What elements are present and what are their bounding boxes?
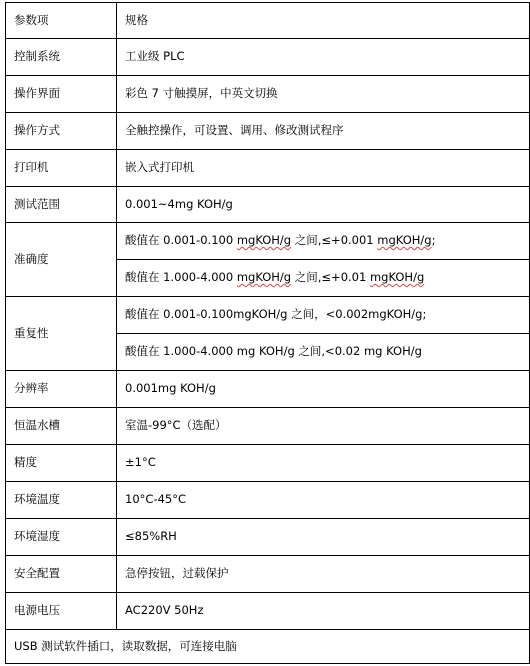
spec-accuracy-low (117, 223, 530, 260)
spec-accuracy-high (117, 260, 530, 297)
spec-range: 0.001~4mg KOH/g (117, 187, 530, 223)
param-precision: 精度 (6, 445, 117, 482)
accuracy-high-unit2: mgKOH/g (369, 270, 425, 285)
table-row (6, 482, 530, 519)
table-row (6, 223, 530, 260)
param-control-system: 控制系统 (6, 39, 117, 76)
table-row (6, 187, 530, 223)
spec-bath: 室温-99°C（选配） (117, 408, 530, 445)
param-ambient-temp: 环境温度 (6, 482, 117, 519)
spec-precision: ±1°C (117, 445, 530, 482)
header-spec: 规格 (117, 3, 530, 39)
table-row (6, 445, 530, 482)
param-repeatability: 重复性 (6, 297, 117, 371)
accuracy-low-pre: 酸值在 0.001-0.100 (125, 233, 237, 248)
spec-repeatability-low: 酸值在 0.001-0.100mgKOH/g 之间，<0.002mgKOH/g; (117, 297, 530, 334)
accuracy-low-post: ; (431, 233, 436, 248)
table-row (6, 39, 530, 76)
accuracy-low-unit: mgKOH/g (236, 233, 292, 248)
spec-interface: 彩色 7 寸触摸屏，中英文切换 (117, 76, 530, 113)
param-safety: 安全配置 (6, 556, 117, 593)
param-interface: 操作界面 (6, 76, 117, 113)
table-row (6, 630, 530, 664)
spec-safety: 急停按钮，过载保护 (117, 556, 530, 593)
accuracy-low-mid: 之间,≤+0.001 (291, 233, 378, 248)
param-resolution: 分辨率 (6, 371, 117, 408)
spec-ambient-temp: 10°C-45°C (117, 482, 530, 519)
accuracy-high-pre: 酸值在 1.000-4.000 (125, 270, 237, 285)
footer-note: USB 测试软件插口，读取数据，可连接电脑 (6, 630, 530, 664)
table-row (6, 113, 530, 150)
table-row (6, 76, 530, 113)
spec-operation: 全触控操作，可设置、调用、修改测试程序 (117, 113, 530, 150)
param-bath: 恒温水槽 (6, 408, 117, 445)
spec-resolution: 0.001mg KOH/g (117, 371, 530, 408)
param-range: 测试范围 (6, 187, 117, 223)
accuracy-high-mid: 之间,≤+0.01 (291, 270, 370, 285)
table-row (6, 3, 530, 39)
spec-repeatability-high: 酸值在 1.000-4.000 mg KOH/g 之间,<0.02 mg KOH/g (117, 334, 530, 371)
param-accuracy: 准确度 (6, 223, 117, 297)
accuracy-low-unit2: mgKOH/g (377, 233, 432, 248)
spec-ambient-humidity: ≤85%RH (117, 519, 530, 556)
spec-power: AC220V 50Hz (117, 593, 530, 630)
spec-control-system: 工业级 PLC (117, 39, 530, 76)
header-param: 参数项 (6, 3, 117, 39)
param-ambient-humidity: 环境湿度 (6, 519, 117, 556)
table-row (6, 593, 530, 630)
table-row (6, 371, 530, 408)
table-row (6, 519, 530, 556)
accuracy-high-unit: mgKOH/g (236, 270, 292, 285)
spec-printer: 嵌入式打印机 (117, 150, 530, 187)
table-row (6, 150, 530, 187)
table-row (6, 556, 530, 593)
spec-table (5, 2, 530, 664)
param-printer: 打印机 (6, 150, 117, 187)
param-power: 电源电压 (6, 593, 117, 630)
table-row (6, 408, 530, 445)
table-row (6, 297, 530, 334)
param-operation: 操作方式 (6, 113, 117, 150)
